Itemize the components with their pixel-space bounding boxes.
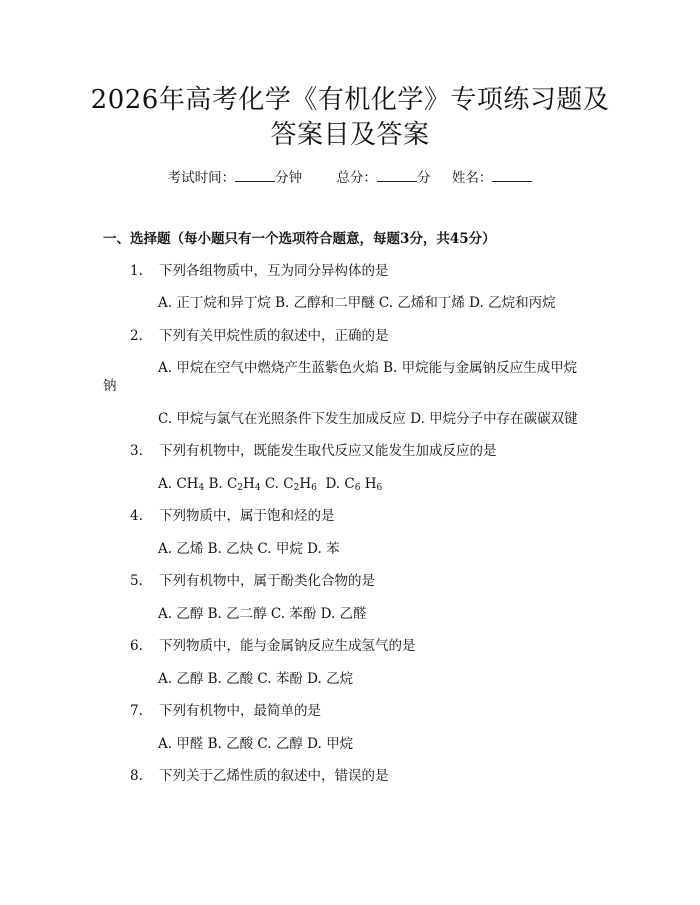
question-2-options-line-1: A. 甲烷在空气中燃烧产生蓝紫色火焰 B. 甲烷能与金属钠反应生成甲烷 — [158, 360, 578, 376]
document-title-line-2: 答案目及答案 — [270, 120, 430, 150]
question-1-options: A. 正丁烷和异丁烷 B. 乙醇和二甲醚 C. 乙烯和丁烯 D. 乙烷和丙烷 — [158, 295, 556, 311]
option-b-mid: H — [243, 476, 255, 492]
subscript: 6 — [376, 483, 383, 493]
subscript: 2 — [237, 483, 244, 493]
exam-time-unit: 分钟 — [275, 170, 303, 186]
subscript: 2 — [293, 483, 300, 493]
question-text: 下列有关甲烷性质的叙述中，正确的是 — [159, 328, 389, 344]
question-text: 下列物质中，能与金属钠反应生成氢气的是 — [159, 638, 416, 654]
total-score-unit: 分 — [416, 170, 431, 186]
question-4-options: A. 乙烯 B. 乙炔 C. 甲烷 D. 苯 — [158, 541, 340, 557]
question-1 — [130, 262, 389, 280]
name-blank — [492, 169, 532, 182]
question-number: 8. — [130, 768, 143, 784]
total-score-label: 总分： — [336, 170, 377, 186]
option-c: C. C — [260, 476, 294, 492]
option-d-mid: H — [360, 476, 377, 492]
question-number: 6. — [130, 638, 143, 654]
question-number: 2. — [130, 328, 143, 344]
question-2 — [130, 327, 389, 345]
question-number: 4. — [130, 508, 143, 524]
question-text: 下列有机物中，既能发生取代反应又能发生加成反应的是 — [159, 443, 497, 459]
question-text: 下列各组物质中，互为同分异构体的是 — [159, 263, 389, 279]
option-d: D. C — [316, 476, 355, 492]
question-3 — [130, 442, 497, 460]
question-6-options: A. 乙醇 B. 乙酸 C. 苯酚 D. 乙烷 — [158, 671, 354, 687]
question-number: 1. — [130, 263, 143, 279]
option-c-mid: H — [299, 476, 312, 492]
question-text: 下列物质中，属于饱和烃的是 — [159, 508, 335, 524]
subscript: 6 — [354, 483, 361, 493]
question-8 — [130, 767, 389, 785]
name-label: 姓名： — [451, 170, 493, 186]
question-number: 7. — [130, 703, 143, 719]
subscript: 4 — [198, 483, 205, 493]
question-2-options-line-2: C. 甲烷与氯气在光照条件下发生加成反应 D. 甲烷分子中存在碳碳双键 — [158, 411, 578, 427]
question-number: 5. — [130, 573, 143, 589]
subscript: 4 — [254, 483, 261, 493]
question-number: 3. — [130, 443, 143, 459]
question-text: 下列有机物中，属于酚类化合物的是 — [159, 573, 375, 589]
question-text: 下列有机物中，最简单的是 — [159, 703, 321, 719]
subscript: 6 — [311, 483, 317, 493]
section-title: 一、选择题（每小题只有一个选项符合题意，每题3分，共45分） — [103, 231, 496, 247]
question-7 — [130, 702, 321, 720]
question-5-options: A. 乙醇 B. 乙二醇 C. 苯酚 D. 乙醛 — [158, 606, 367, 622]
option-b: B. C — [204, 476, 238, 492]
question-7-options: A. 甲醛 B. 乙酸 C. 乙醇 D. 甲烷 — [158, 736, 354, 752]
exam-time-blank — [235, 169, 275, 182]
question-5 — [130, 572, 375, 590]
exam-info-line — [0, 169, 700, 187]
question-6 — [130, 637, 416, 655]
total-score-blank — [377, 169, 417, 182]
question-3-options — [158, 475, 382, 493]
question-2-options-wrap: 钠 — [103, 378, 117, 394]
document-title-line-1: 2026年高考化学《有机化学》专项练习题及 — [90, 85, 610, 115]
exam-time-label: 考试时间： — [167, 170, 236, 186]
option-a: A. CH — [158, 476, 199, 492]
question-text: 下列关于乙烯性质的叙述中，错误的是 — [159, 768, 389, 784]
question-4 — [130, 507, 335, 525]
